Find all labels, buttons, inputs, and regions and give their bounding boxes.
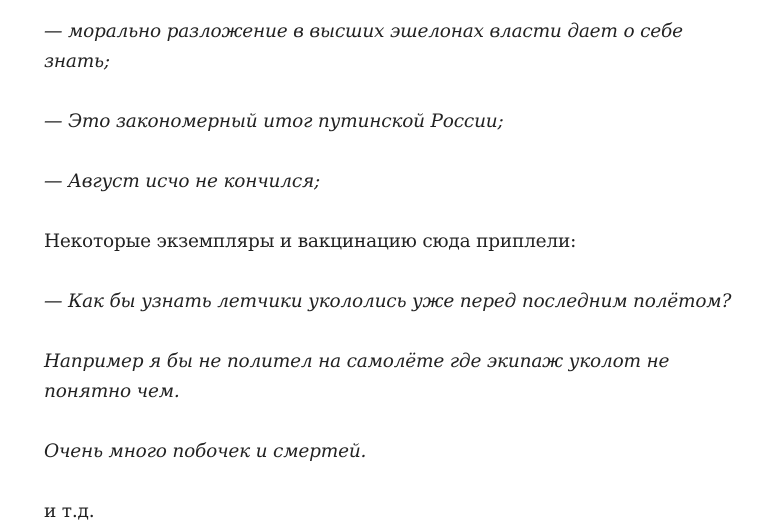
quote-paragraph: — Это закономерный итог путинской России; xyxy=(44,111,504,132)
article-body xyxy=(44,17,734,527)
quote-paragraph: Например я бы не полител на самолёте где экипаж уколот не понятно чем. xyxy=(44,351,670,402)
quote-paragraph: — Август исчо не кончился; xyxy=(44,171,321,192)
quote-paragraph: — Как бы узнать летчики укололись уже перед последним полётом? xyxy=(44,291,732,312)
quote-paragraph: Очень много побочек и смертей. xyxy=(44,441,367,462)
body-paragraph: и т.д. xyxy=(44,501,95,522)
quote-paragraph: — морально разложение в высших эшелонах власти дает о себе знать; xyxy=(44,21,683,72)
body-paragraph: Некоторые экземпляры и вакцинацию сюда приплели: xyxy=(44,231,577,252)
